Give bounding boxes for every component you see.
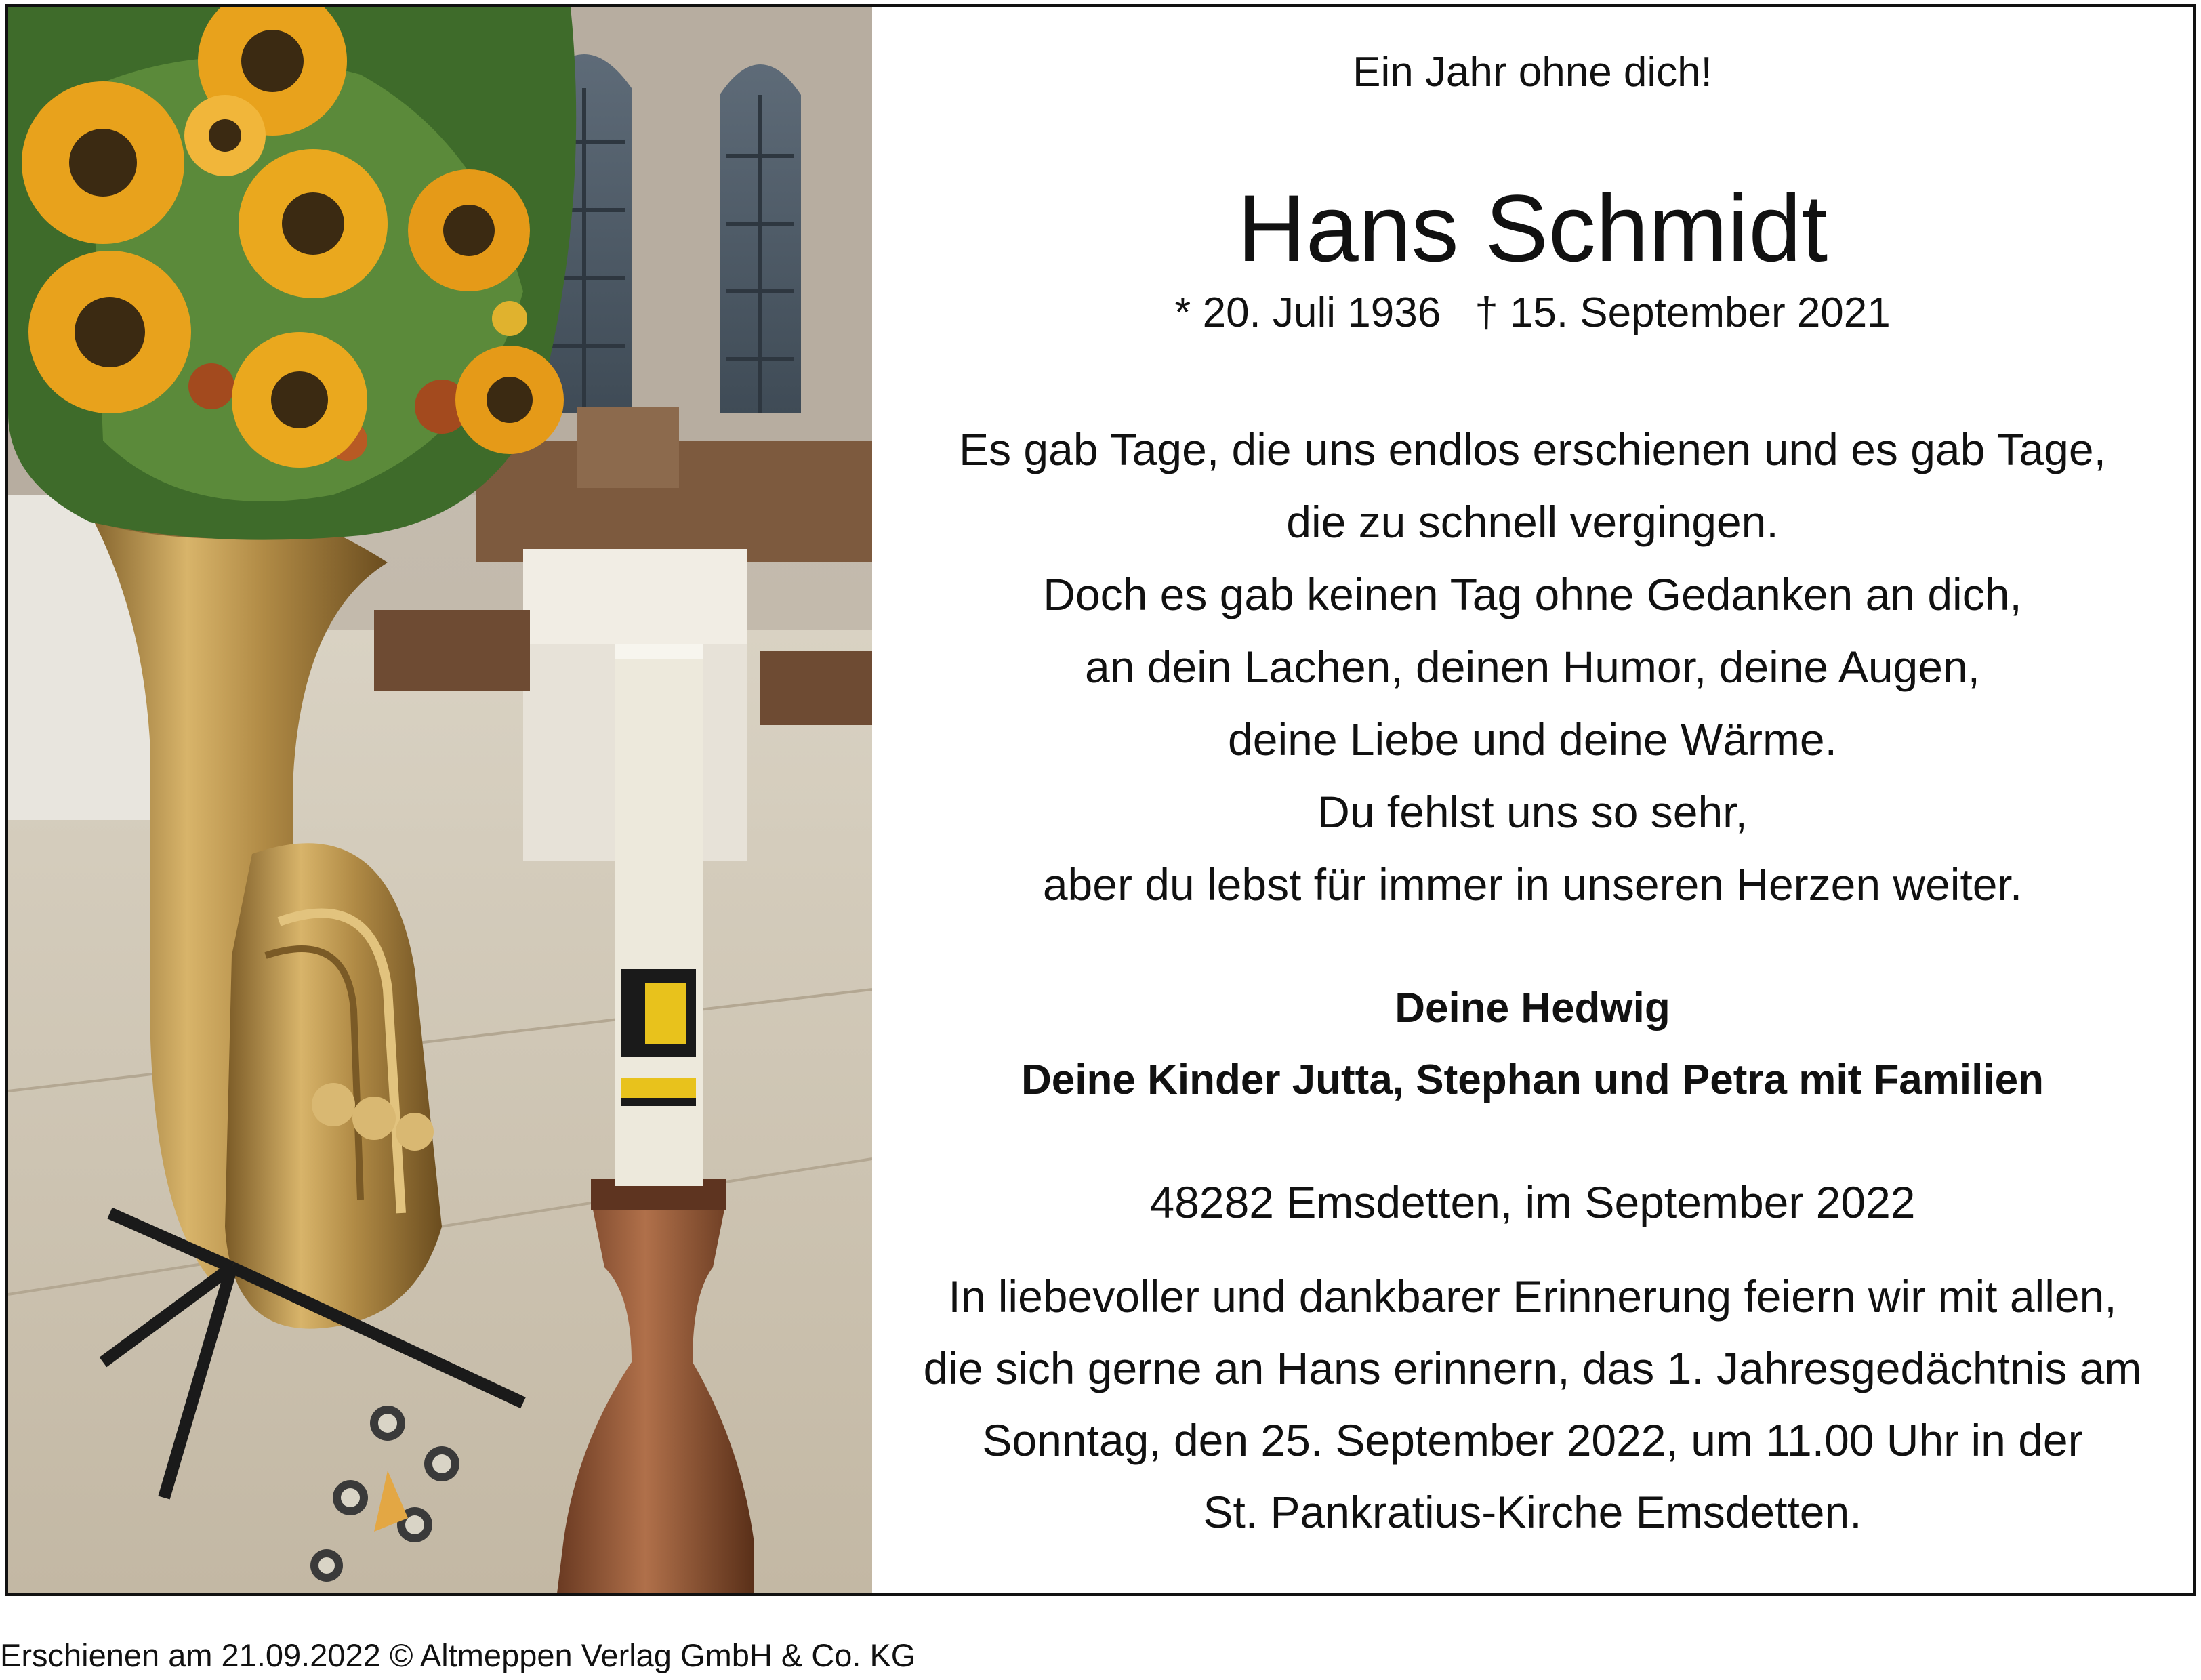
poem-line: aber du lebst für immer in unseren Herzen weiter. [1042, 859, 2023, 909]
poem-line: Du fehlst uns so sehr, [1317, 787, 1748, 837]
signature-line: Deine Hedwig [1395, 985, 1670, 1031]
place-date: 48282 Emsdetten, im September 2022 [1149, 1177, 1916, 1227]
publication-footer: Erschienen am 21.09.2022 © Altmeppen Verlag GmbH & Co. KG [0, 1637, 916, 1673]
poem-line: die zu schnell vergingen. [1286, 497, 1779, 547]
invitation-line: Sonntag, den 25. September 2022, um 11.00 Uhr in der [982, 1415, 2083, 1465]
poem-line: Es gab Tage, die uns endlos erschienen und es gab Tage, [959, 424, 2106, 474]
memorial-invitation [872, 1261, 2193, 1548]
death-date: † 15. September 2021 [1475, 289, 1891, 336]
notice-text [872, 7, 2193, 1593]
life-dates [872, 288, 2193, 338]
signatures [872, 972, 2193, 1116]
deceased-name: Hans Schmidt [1237, 175, 1828, 281]
obituary-notice [5, 4, 2196, 1596]
invitation-line: die sich gerne an Hans erinnern, das 1. Jahresgedächtnis am [923, 1343, 2142, 1393]
memorial-photo [8, 7, 872, 1593]
intro-line: Ein Jahr ohne dich! [1353, 49, 1712, 96]
poem-line: Doch es gab keinen Tag ohne Gedanken an dich, [1043, 569, 2022, 619]
signature-line: Deine Kinder Jutta, Stephan und Petra mit Familien [1021, 1057, 2044, 1103]
memorial-poem [872, 413, 2193, 921]
poem-line: deine Liebe und deine Wärme. [1228, 714, 1837, 764]
birth-date: * 20. Juli 1936 [1174, 289, 1441, 336]
poem-line: an dein Lachen, deinen Humor, deine Augen, [1084, 642, 1981, 692]
invitation-line: St. Pankratius-Kirche Emsdetten. [1203, 1487, 1862, 1537]
invitation-line: In liebevoller und dankbarer Erinnerung feiern wir mit allen, [948, 1271, 2117, 1322]
